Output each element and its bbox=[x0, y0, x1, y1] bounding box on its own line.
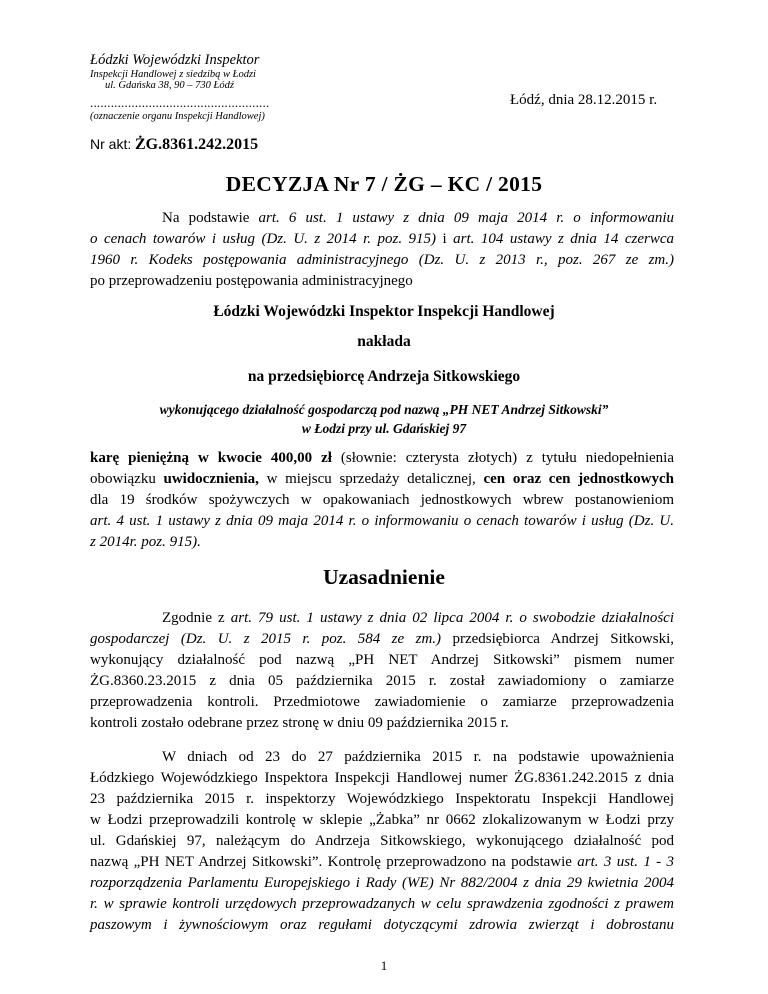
penalty-line bbox=[90, 532, 674, 553]
intro-text: po przeprowadzeniu postępowania administracyjnego bbox=[90, 273, 413, 289]
justification-line: ŻG.8360.23.2015 z dnia 05 października 2015 r. został zawiadomiony o zamiarze bbox=[90, 673, 674, 689]
justification-legal-ref: rozporządzenia Parlamentu Europejskiego i Rady (WE) Nr 882/2004 z dnia 29 kwietnia 2004 bbox=[90, 875, 674, 891]
issuing-authority-name: Łódzki Wojewódzki Inspektor bbox=[90, 52, 260, 68]
justification-text: nazwą „PH NET Andrzej Sitkowski”. Kontrolę przeprowadzono na podstawie bbox=[90, 854, 578, 870]
imposes-word: nakłada bbox=[357, 333, 411, 350]
page-number: 1 bbox=[380, 958, 388, 973]
penalty-text: (słownie: czterysta złotych) z tytułu niedopełnienia bbox=[331, 450, 675, 466]
entrepreneur-name: na przedsiębiorcę Andrzeja Sitkowskiego bbox=[247, 368, 521, 385]
justification-line bbox=[90, 894, 674, 915]
intro-text: i bbox=[436, 231, 454, 247]
justification-legal-ref: paszowym i żywnościowym oraz regułami dotyczącymi zdrowia zwierząt i dobrostanu bbox=[90, 917, 674, 933]
intro-legal-ref: art. 6 ust. 1 ustawy z dnia 09 maja 2014 r. o informowaniu bbox=[258, 210, 674, 226]
case-reference-number: ŻG.8361.242.2015 bbox=[134, 136, 259, 153]
justification-heading: Uzasadnienie bbox=[323, 565, 445, 589]
intro-line bbox=[90, 229, 674, 250]
intro-paragraph bbox=[90, 208, 674, 292]
organ-note: (oznaczenie organu Inspekcji Handlowej) bbox=[90, 111, 265, 122]
justification-paragraph-1 bbox=[90, 608, 674, 734]
intro-legal-ref: o cenach towarów i usług (Dz. U. z 2014 r. poz. 915) bbox=[90, 231, 437, 247]
intro-legal-ref: 1960 r. Kodeks postępowania administracyjnego (Dz. U. z 2013 r., poz. 267 ze zm.) bbox=[90, 252, 674, 268]
justification-legal-ref: r. w sprawie kontroli urzędowych przeprowadzanych w celu sprawdzenia zgodności z prawem bbox=[90, 896, 674, 912]
justification-legal-ref: gospodarczej (Dz. U. z 2015 r. poz. 584 ze zm.) bbox=[90, 631, 442, 647]
justification-line: kontroli zostało odebrane przez stronę w dniu 09 października 2015 r. bbox=[90, 715, 509, 731]
justification-line: przeprowadzenia kontroli. Przedmiotowe zawiadomienie o zamiarze przeprowadzenia bbox=[90, 694, 674, 710]
justification-line: w Łodzi przeprowadzili kontrolę w sklepie „Żabka” nr 0662 zlokalizowanym w Łodzi przy bbox=[90, 812, 674, 828]
decision-title: DECYZJA Nr 7 / ŻG – KC / 2015 bbox=[225, 172, 543, 196]
intro-text: Na podstawie bbox=[162, 210, 259, 226]
intro-legal-ref: art. 104 ustawy z dnia 14 czerwca bbox=[453, 231, 674, 247]
justification-line: wykonujący działalność pod nazwą „PH NET Andrzej Sitkowski” pismem numer bbox=[90, 652, 674, 668]
justification-line: W dniach od 23 do 27 października 2015 r. na podstawie upoważnienia bbox=[162, 749, 674, 765]
penalty-line bbox=[90, 511, 674, 532]
justification-line: Łódzkiego Wojewódzkiego Inspektora Inspekcji Handlowej numer ŻG.8361.242.2015 z dnia bbox=[90, 770, 674, 786]
justification-text: Zgodnie z bbox=[162, 610, 231, 626]
business-name-line: wykonującego działalność gospodarczą pod nazwą „PH NET Andrzej Sitkowski” bbox=[159, 402, 609, 417]
penalty-paragraph bbox=[90, 448, 674, 553]
justification-line bbox=[90, 915, 674, 936]
issuing-authority-seat: Inspekcji Handlowej z siedzibą w Łodzi bbox=[90, 69, 256, 80]
justification-legal-ref: art. 3 ust. 1 - 3 bbox=[577, 854, 674, 870]
penalty-text: dla 19 środków spożywczych w opakowaniach jednostkowych wbrew postanowieniom bbox=[90, 492, 674, 508]
justification-legal-ref: art. 79 ust. 1 ustawy z dnia 02 lipca 2004 r. o swobodzie działalności bbox=[230, 610, 674, 626]
penalty-emphasis: uwidocznienia, bbox=[163, 471, 259, 487]
penalty-line bbox=[90, 448, 674, 469]
justification-line: 23 października 2015 r. inspektorzy Wojewódzkiego Inspektoratu Inspekcji Handlowej bbox=[90, 791, 674, 807]
intro-line bbox=[90, 208, 674, 229]
penalty-amount: karę pieniężną w kwocie 400,00 zł bbox=[90, 450, 332, 466]
justification-line bbox=[90, 608, 674, 629]
penalty-line bbox=[90, 490, 674, 511]
penalty-legal-ref: z 2014r. poz. 915). bbox=[90, 534, 201, 550]
justification-line bbox=[90, 852, 674, 873]
penalty-emphasis: cen oraz cen jednostkowych bbox=[483, 471, 674, 487]
justification-line bbox=[90, 873, 674, 894]
place-and-date: Łódź, dnia 28.12.2015 r. bbox=[510, 92, 658, 108]
justification-line: ul. Gdańskiej 97, należącym do Andrzeja Sitkowskiego, wykonującego działalność pod bbox=[90, 833, 674, 849]
penalty-legal-ref: art. 4 ust. 1 ustawy z dnia 09 maja 2014 r. o informowaniu o cenach towarów i usług (Dz. U. bbox=[90, 513, 674, 529]
justification-text: przedsiębiorca Andrzej Sitkowski, bbox=[441, 631, 675, 647]
authority-heading: Łódzki Wojewódzki Inspektor Inspekcji Handlowej bbox=[213, 303, 555, 320]
penalty-line bbox=[90, 469, 674, 490]
case-reference bbox=[90, 136, 258, 154]
penalty-text: obowiązku bbox=[90, 471, 164, 487]
business-address-line: w Łodzi przy ul. Gdańskiej 97 bbox=[301, 421, 467, 436]
signature-dots: .................................................... bbox=[90, 95, 270, 110]
issuing-authority-address: ul. Gdańska 38, 90 – 730 Łódź bbox=[105, 80, 234, 91]
justification-line bbox=[90, 629, 674, 650]
case-reference-label: Nr akt: bbox=[90, 136, 132, 152]
intro-line bbox=[90, 271, 674, 292]
justification-paragraph-2 bbox=[90, 747, 674, 936]
intro-line bbox=[90, 250, 674, 271]
penalty-text: w miejscu sprzedaży detalicznej, bbox=[258, 471, 484, 487]
